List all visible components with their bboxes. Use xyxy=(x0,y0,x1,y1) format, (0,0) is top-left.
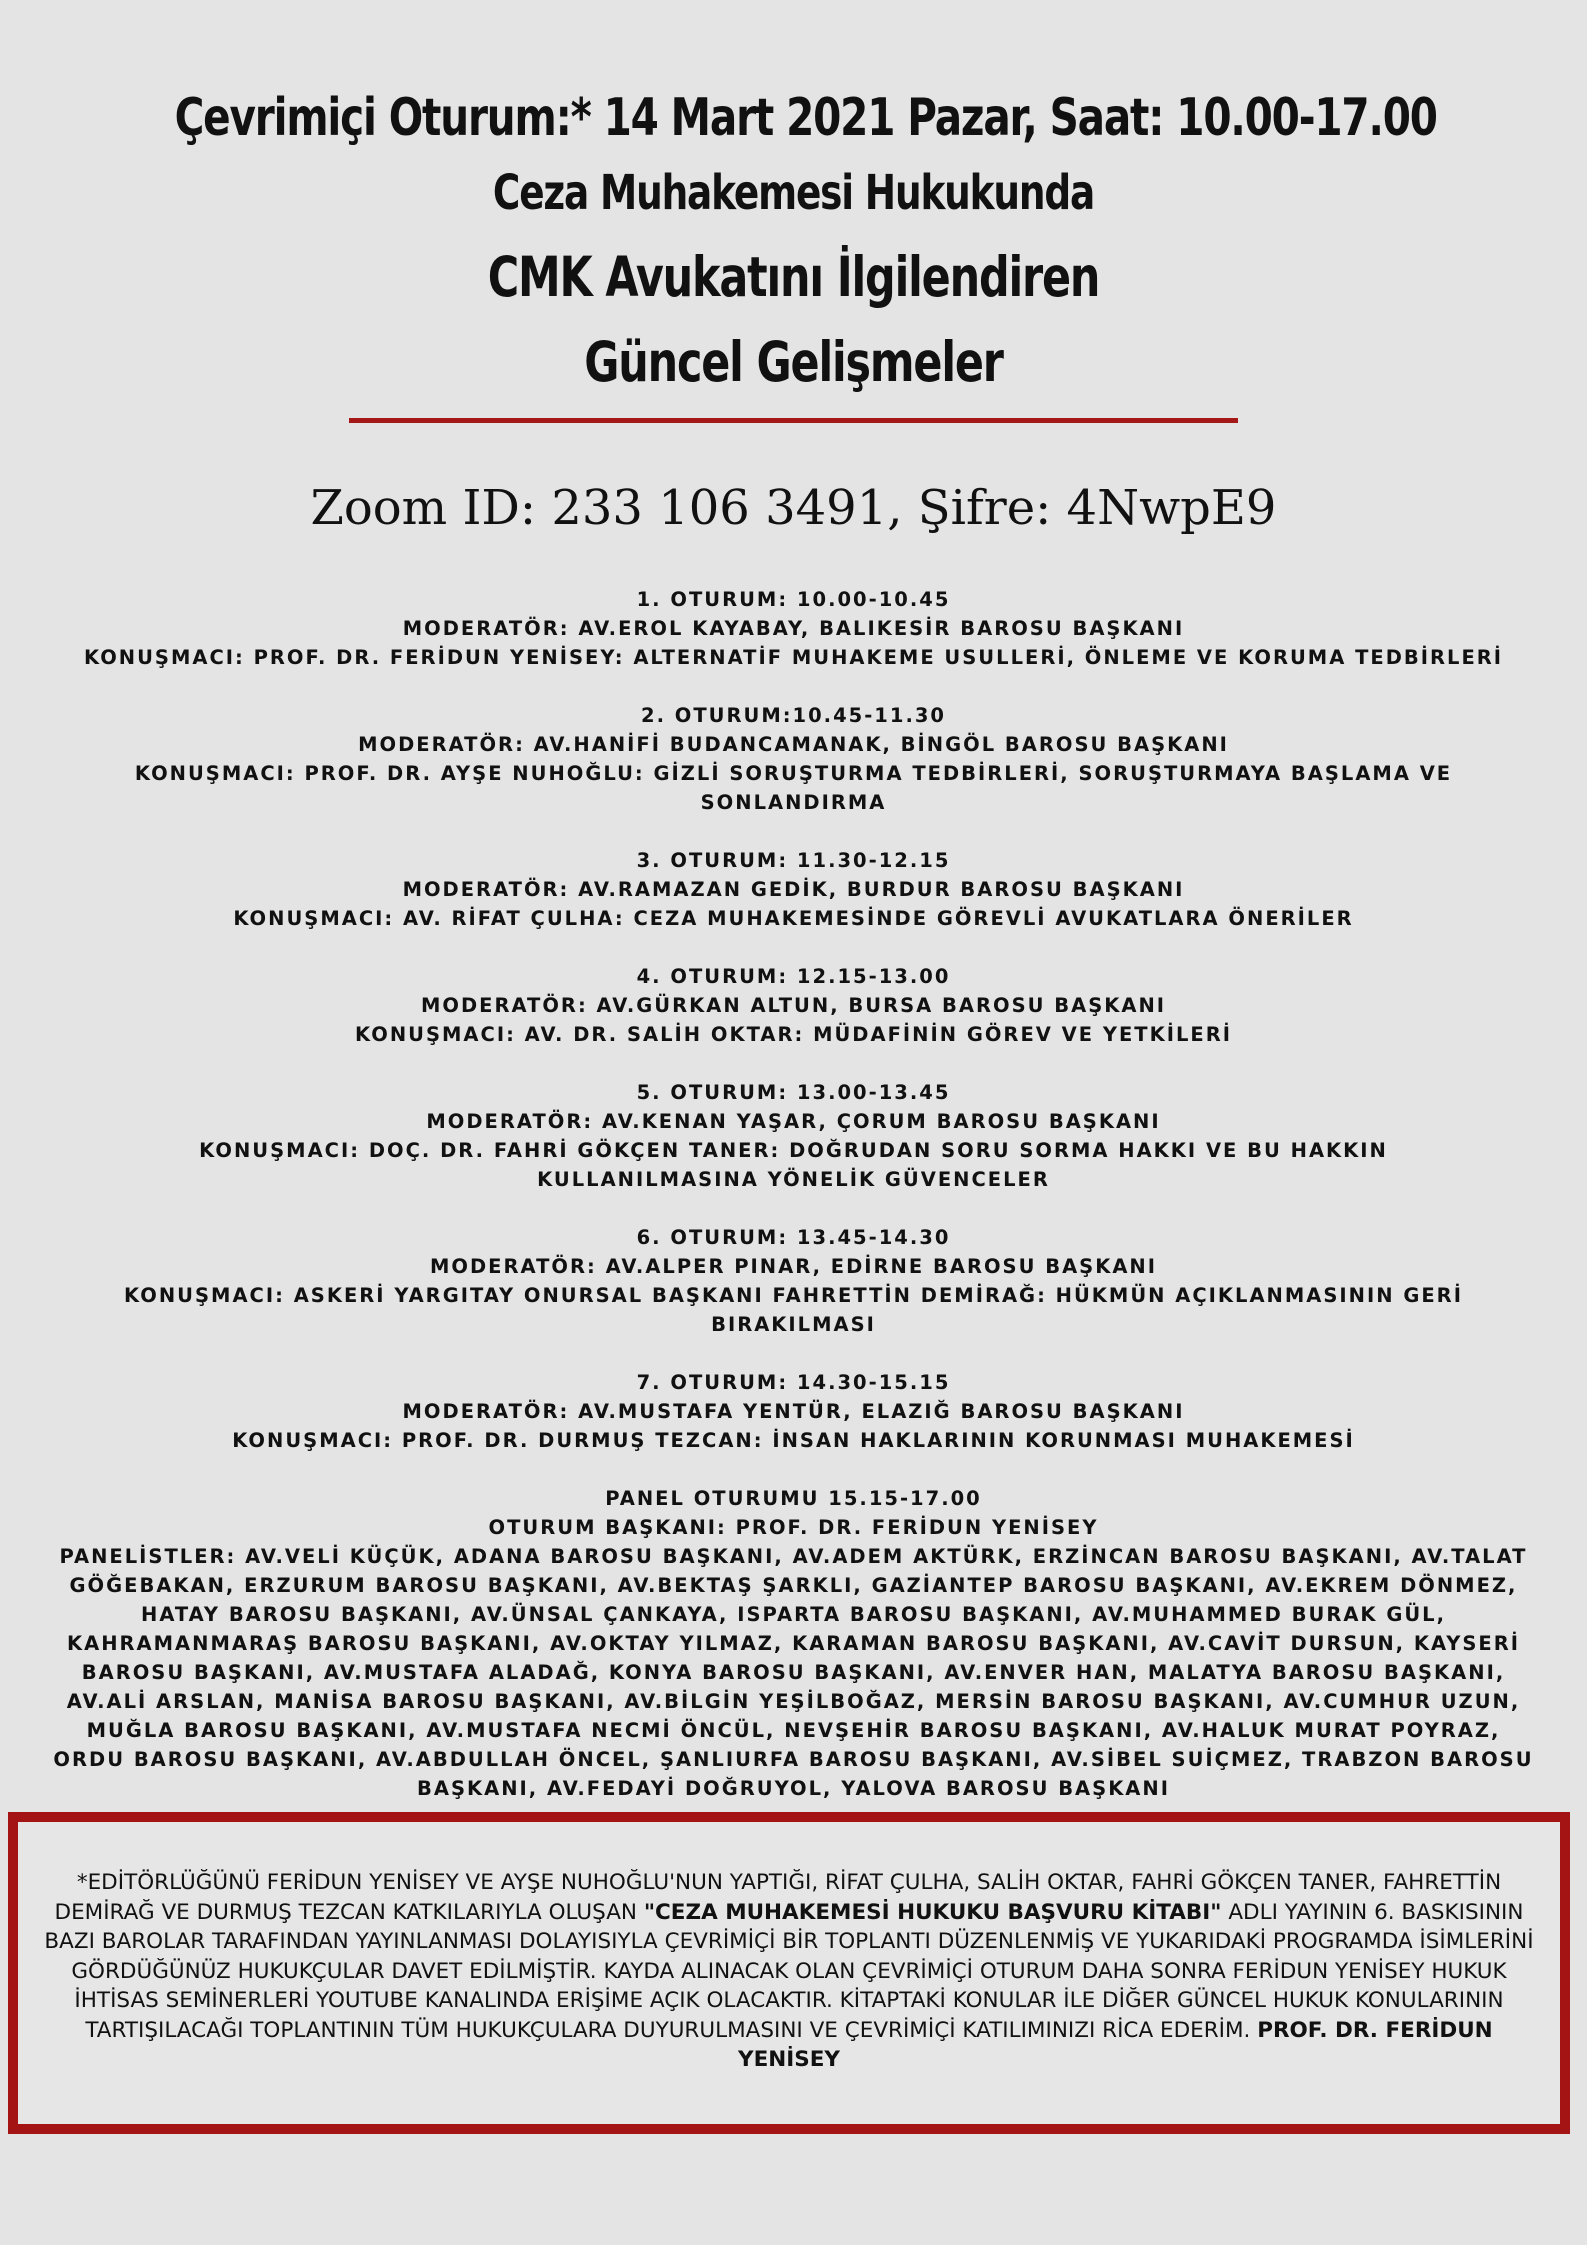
panelists: PANELİSTLER: AV.VELİ KÜÇÜK, ADANA BAROSU BAŞKANI, AV.ADEM AKTÜRK, ERZİNCAN BAROSU BAŞKANI, AV.TALAT GÖĞEBAKAN, ERZURUM BAROSU BAŞKANI, AV.BEKTAŞ ŞARKLI, GAZİANTEP BAROSU BAŞKANI, AV.EKREM DÖNMEZ, HATAY BAROSU BAŞKANI, AV.ÜNSAL ÇANKAYA, ISPARTA BAROSU BAŞKANI, AV.MUHAMMED BURAK GÜL, KAHRAMANMARAŞ BAROSU BAŞKANI, AV.OKTAY YILMAZ, KARAMAN BAROSU BAŞKANI, AV.CAVİT DURSUN, KAYSERİ BAROSU BAŞKANI, AV.MUSTAFA ALADAĞ, KONYA BAROSU BAŞKANI, AV.ENVER HAN, MALATYA BAROSU BAŞKANI, AV.ALİ ARSLAN, MANİSA BAROSU BAŞKANI, AV.BİLGİN YEŞİLBOĞAZ, MERSİN BAROSU BAŞKANI, AV.CUMHUR UZUN, MUĞLA BAROSU BAŞKANI, AV.MUSTAFA NECMİ ÖNCÜL, NEVŞEHİR BAROSU BAŞKANI, AV.HALUK MURAT POYRAZ, ORDU BAROSU BAŞKANI, AV.ABDULLAH ÖNCEL, ŞANLIURFA BAROSU BAŞKANI, AV.SİBEL SUİÇMEZ, TRABZON BAROSU BAŞKANI, AV.FEDAYİ DOĞRUYOL, YALOVA BAROSU BAŞKANI xyxy=(53,1545,1534,1800)
event-title-line-2: CMK Avukatını İlgilendiren xyxy=(487,245,1100,309)
panel-session xyxy=(50,1484,1537,1803)
session-title: 4. OTURUM: 12.15-13.00 xyxy=(636,965,951,988)
panel-chair: OTURUM BAŞKANI: PROF. DR. FERİDUN YENİSEY xyxy=(488,1516,1099,1539)
session-moderator: MODERATÖR: AV.KENAN YAŞAR, ÇORUM BAROSU BAŞKANI xyxy=(426,1110,1161,1133)
program xyxy=(50,585,1537,1832)
session-speaker: KONUŞMACI: AV. DR. SALİH OKTAR: MÜDAFİNİN GÖREV VE YETKİLERİ xyxy=(355,1023,1232,1046)
session-moderator: MODERATÖR: AV.GÜRKAN ALTUN, BURSA BAROSU BAŞKANI xyxy=(420,994,1167,1017)
event-date-line: Çevrimiçi Oturum:* 14 Mart 2021 Pazar, Saat: 10.00-17.00 xyxy=(174,88,1437,148)
session-title: 7. OTURUM: 14.30-15.15 xyxy=(636,1371,951,1394)
session-4 xyxy=(50,962,1537,1049)
session-speaker: KONUŞMACI: PROF. DR. AYŞE NUHOĞLU: GİZLİ SORUŞTURMA TEDBİRLERİ, SORUŞTURMAYA BAŞLAMA VE SONLANDIRMA xyxy=(134,762,1453,814)
editor-note-box xyxy=(8,1812,1570,2134)
session-title: 3. OTURUM: 11.30-12.15 xyxy=(636,849,951,872)
session-7 xyxy=(50,1368,1537,1455)
session-6 xyxy=(50,1223,1537,1339)
session-speaker: KONUŞMACI: ASKERİ YARGITAY ONURSAL BAŞKANI FAHRETTİN DEMİRAĞ: HÜKMÜN AÇIKLANMASININ GERİ BIRAKILMASI xyxy=(124,1284,1463,1336)
session-title: 5. OTURUM: 13.00-13.45 xyxy=(636,1081,951,1104)
panel-title: PANEL OTURUMU 15.15-17.00 xyxy=(605,1487,982,1510)
session-moderator: MODERATÖR: AV.RAMAZAN GEDİK, BURDUR BAROSU BAŞKANI xyxy=(402,878,1185,901)
session-moderator: MODERATÖR: AV.EROL KAYABAY, BALIKESİR BAROSU BAŞKANI xyxy=(402,617,1185,640)
session-speaker: KONUŞMACI: PROF. DR. DURMUŞ TEZCAN: İNSAN HAKLARININ KORUNMASI MUHAKEMESİ xyxy=(232,1429,1355,1452)
editor-note xyxy=(38,1868,1540,2075)
session-5 xyxy=(50,1078,1537,1194)
session-speaker: KONUŞMACI: PROF. DR. FERİDUN YENİSEY: ALTERNATİF MUHAKEME USULLERİ, ÖNLEME VE KORUMA TEDBİRLERİ xyxy=(83,646,1504,669)
session-speaker: KONUŞMACI: DOÇ. DR. FAHRİ GÖKÇEN TANER: DOĞRUDAN SORU SORMA HAKKI VE BU HAKKIN KULLANILMASINA YÖNELİK GÜVENCELER xyxy=(199,1139,1388,1191)
event-title-line-1: Ceza Muhakemesi Hukukunda xyxy=(492,165,1095,221)
session-title: 6. OTURUM: 13.45-14.30 xyxy=(636,1226,951,1249)
book-title: "CEZA MUHAKEMESİ HUKUKU BAŞVURU KİTABI" xyxy=(643,1899,1222,1925)
note-signature: PROF. DR. FERİDUN YENİSEY xyxy=(738,2017,1493,2072)
session-moderator: MODERATÖR: AV.HANİFİ BUDANCAMANAK, BİNGÖL BAROSU BAŞKANI xyxy=(358,733,1229,756)
zoom-credentials: Zoom ID: 233 106 3491, Şifre: 4NwpE9 xyxy=(310,480,1277,536)
event-title-line-3: Güncel Gelişmeler xyxy=(584,330,1003,394)
note-text-2: ADLI YAYININ 6. BASKISININ BAZI BAROLAR TARAFINDAN YAYINLANMASI DOLAYISIYLA ÇEVRİMİÇİ BİR TOPLANTI DÜZENLENMİŞ VE YUKARIDAKİ PROGRAMDA İSİMLERİNİ GÖRDÜĞÜNÜZ HUKUKÇULAR DAVET EDİLMİŞTİR. KAYDA ALINACAK OLAN ÇEVRİMİÇİ OTURUM DAHA SONRA FERİDUN YENİSEY HUKUK İHTİSAS SEMİNERLERİ YOUTUBE KANALINDA ERİŞİME AÇIK OLACAKTIR. KİTAPTAKİ KONULAR İLE DİĞER GÜNCEL HUKUK KONULARININ TARTIŞILACAĞI TOPLANTININ TÜM HUKUKÇULARA DUYURULMASINI VE ÇEVRİMİÇİ KATILIMINIZI RİCA EDERİM. xyxy=(44,1899,1534,2043)
red-divider xyxy=(349,418,1238,423)
note-text-1: *EDİTÖRLÜĞÜNÜ FERİDUN YENİSEY VE AYŞE NUHOĞLU'NUN YAPTIĞI, RİFAT ÇULHA, SALİH OKTAR, FAHRİ GÖKÇEN TANER, FAHRETTİN DEMİRAĞ VE DURMUŞ TEZCAN KATKILARIYLA OLUŞAN xyxy=(54,1870,1502,1925)
session-moderator: MODERATÖR: AV.ALPER PINAR, EDİRNE BAROSU BAŞKANI xyxy=(430,1255,1157,1278)
session-moderator: MODERATÖR: AV.MUSTAFA YENTÜR, ELAZIĞ BAROSU BAŞKANI xyxy=(402,1400,1185,1423)
session-title: 1. OTURUM: 10.00-10.45 xyxy=(636,588,951,611)
session-2 xyxy=(50,701,1537,817)
session-3 xyxy=(50,846,1537,933)
session-speaker: KONUŞMACI: AV. RİFAT ÇULHA: CEZA MUHAKEMESİNDE GÖREVLİ AVUKATLARA ÖNERİLER xyxy=(233,907,1354,930)
session-title: 2. OTURUM:10.45-11.30 xyxy=(641,704,946,727)
session-1 xyxy=(50,585,1537,672)
